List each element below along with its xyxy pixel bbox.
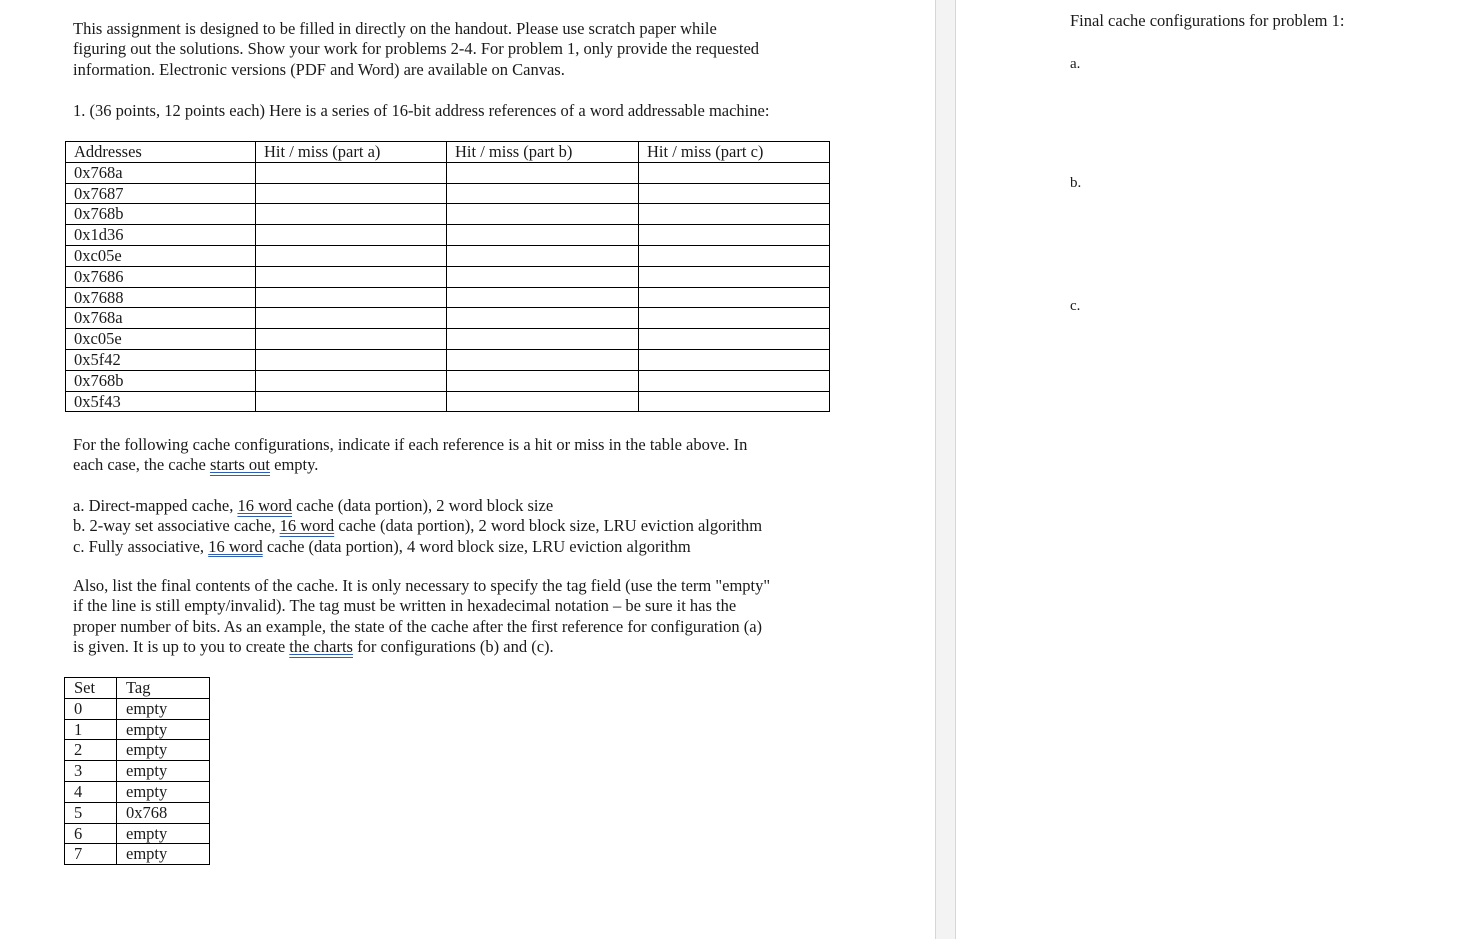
- also-line-4-end: for configurations (b) and (c).: [352, 636, 554, 656]
- address-table-header-row: [66, 142, 830, 163]
- part-c-cell[interactable]: [639, 266, 830, 287]
- also-line-2: if the line is still empty/invalid). The tag must be written in hexadecimal notation – be sure it has the: [73, 596, 737, 616]
- set-cell: 3: [65, 761, 117, 782]
- instructions-line-2-start: each case, the cache: [73, 455, 210, 475]
- config-c-end: cache (data portion), 4 word block size, LRU eviction algorithm: [262, 536, 691, 556]
- part-a-cell[interactable]: [256, 287, 447, 308]
- part-c-cell[interactable]: [639, 225, 830, 246]
- part-c-cell[interactable]: [639, 329, 830, 350]
- part-a-cell[interactable]: [256, 245, 447, 266]
- config-c-start: c. Fully associative,: [73, 536, 209, 556]
- part-a-cell[interactable]: [256, 225, 447, 246]
- also-line-1: Also, list the final contents of the cache. It is only necessary to specify the tag field (use the term "empty": [73, 576, 771, 595]
- address-cell: 0x768a: [66, 308, 256, 329]
- table-row: [65, 740, 210, 761]
- table-row: [65, 823, 210, 844]
- part-c-cell[interactable]: [639, 204, 830, 225]
- set-cell: 0: [65, 698, 117, 719]
- instructions-line-2-end: empty.: [270, 455, 319, 475]
- set-cell: 2: [65, 740, 117, 761]
- final-configs-title: Final cache configurations for problem 1:: [1070, 11, 1345, 30]
- table-row: [65, 698, 210, 719]
- part-c-cell[interactable]: [639, 391, 830, 412]
- address-cell: 0x1d36: [66, 225, 256, 246]
- part-b-cell[interactable]: [447, 183, 639, 204]
- address-cell: 0x7687: [66, 183, 256, 204]
- table-row: [66, 266, 830, 287]
- part-c-cell[interactable]: [639, 370, 830, 391]
- the-charts-link[interactable]: the charts: [289, 636, 353, 656]
- set-cell: 5: [65, 802, 117, 823]
- part-b-cell[interactable]: [447, 391, 639, 412]
- part-c-cell[interactable]: [639, 308, 830, 329]
- intro-line-1: This assignment is designed to be filled in directly on the handout. Please use scratch paper while: [73, 19, 717, 38]
- tag-cell: empty: [117, 719, 210, 740]
- table-row: [66, 391, 830, 412]
- table-row: [65, 781, 210, 802]
- tag-cell: empty: [117, 740, 210, 761]
- part-b-cell[interactable]: [447, 370, 639, 391]
- part-b-cell[interactable]: [447, 349, 639, 370]
- address-table: [65, 141, 830, 412]
- part-b-cell[interactable]: [447, 225, 639, 246]
- table-row: [65, 719, 210, 740]
- part-b-cell[interactable]: [447, 266, 639, 287]
- document-page-right: [957, 0, 1459, 939]
- intro-line-3: information. Electronic versions (PDF and Word) are available on Canvas.: [73, 59, 565, 79]
- problem1-heading: 1. (36 points, 12 points each) Here is a series of 16-bit address references of a word addressable machine:: [73, 101, 770, 120]
- part-a-cell[interactable]: [256, 266, 447, 287]
- tag-cell: empty: [117, 823, 210, 844]
- address-cell: 0x768b: [66, 370, 256, 391]
- table-row: [66, 308, 830, 329]
- starts-out-link[interactable]: starts out: [209, 455, 270, 475]
- tag-cell: 0x768: [117, 802, 210, 823]
- answer-label-a: a.: [1070, 56, 1081, 72]
- part-c-cell[interactable]: [639, 349, 830, 370]
- config-list: [73, 496, 825, 557]
- address-cell: 0xc05e: [66, 245, 256, 266]
- header-part-c: Hit / miss (part c): [639, 142, 830, 163]
- instructions-paragraph: [73, 435, 825, 476]
- table-row: [65, 844, 210, 865]
- table-row: [66, 162, 830, 183]
- tag-cell: empty: [117, 761, 210, 782]
- config-a-link[interactable]: 16 word: [237, 496, 292, 515]
- table-row: [66, 204, 830, 225]
- address-cell: 0x5f43: [66, 391, 256, 412]
- address-cell: 0x768a: [66, 162, 256, 183]
- config-a-end: cache (data portion), 2 word block size: [292, 496, 554, 515]
- address-cell: 0x768b: [66, 204, 256, 225]
- header-addresses: Addresses: [66, 142, 256, 163]
- page-gutter: [935, 0, 956, 939]
- config-b-end: cache (data portion), 2 word block size, LRU eviction algorithm: [334, 516, 763, 536]
- part-c-cell[interactable]: [639, 183, 830, 204]
- part-b-cell[interactable]: [447, 245, 639, 266]
- cache-example-table: [64, 677, 210, 865]
- also-line-4-start: is given. It is up to you to create: [73, 636, 290, 656]
- intro-line-2: figuring out the solutions. Show your work for problems 2-4. For problem 1, only provide the requested: [73, 39, 760, 59]
- part-c-cell[interactable]: [639, 162, 830, 183]
- address-cell: 0x5f42: [66, 349, 256, 370]
- part-c-cell[interactable]: [639, 245, 830, 266]
- table-row: [66, 287, 830, 308]
- answer-label-b: b.: [1070, 175, 1082, 191]
- set-cell: 1: [65, 719, 117, 740]
- table-row: [66, 370, 830, 391]
- table-row: [66, 225, 830, 246]
- table-row: [66, 349, 830, 370]
- header-set: Set: [65, 678, 117, 699]
- part-b-cell[interactable]: [447, 287, 639, 308]
- part-a-cell[interactable]: [256, 391, 447, 412]
- part-a-cell[interactable]: [256, 183, 447, 204]
- table-row: [65, 802, 210, 823]
- tag-cell: empty: [117, 844, 210, 865]
- table-row: [66, 245, 830, 266]
- part-a-cell[interactable]: [256, 308, 447, 329]
- also-line-3: proper number of bits. As an example, the state of the cache after the first reference for configuration (a): [73, 616, 763, 636]
- part-a-cell[interactable]: [256, 162, 447, 183]
- config-b-start: b. 2-way set associative cache,: [73, 516, 280, 536]
- address-cell: 0x7686: [66, 266, 256, 287]
- config-c-link[interactable]: 16 word: [208, 536, 263, 556]
- config-a-start: a. Direct-mapped cache,: [73, 496, 238, 515]
- part-a-cell[interactable]: [256, 204, 447, 225]
- table-row: [66, 183, 830, 204]
- part-b-cell[interactable]: [447, 329, 639, 350]
- table-row: [66, 329, 830, 350]
- header-tag: Tag: [117, 678, 210, 699]
- address-cell: 0x7688: [66, 287, 256, 308]
- set-cell: 4: [65, 781, 117, 802]
- cache-table-header-row: [65, 678, 210, 699]
- answer-label-c: c.: [1070, 298, 1081, 314]
- header-part-b: Hit / miss (part b): [447, 142, 639, 163]
- instructions-line-1: For the following cache configurations, indicate if each reference is a hit or miss in the table above. In: [73, 435, 748, 454]
- part-b-cell[interactable]: [447, 204, 639, 225]
- table-row: [65, 761, 210, 782]
- part-b-cell[interactable]: [447, 162, 639, 183]
- part-a-cell[interactable]: [256, 329, 447, 350]
- tag-cell: empty: [117, 781, 210, 802]
- part-a-cell[interactable]: [256, 370, 447, 391]
- set-cell: 7: [65, 844, 117, 865]
- part-c-cell[interactable]: [639, 287, 830, 308]
- tag-cell: empty: [117, 698, 210, 719]
- header-part-a: Hit / miss (part a): [256, 142, 447, 163]
- part-a-cell[interactable]: [256, 349, 447, 370]
- intro-paragraph: [73, 19, 825, 80]
- set-cell: 6: [65, 823, 117, 844]
- also-paragraph: [73, 576, 825, 657]
- address-cell: 0xc05e: [66, 329, 256, 350]
- part-b-cell[interactable]: [447, 308, 639, 329]
- config-b-link[interactable]: 16 word: [279, 516, 335, 536]
